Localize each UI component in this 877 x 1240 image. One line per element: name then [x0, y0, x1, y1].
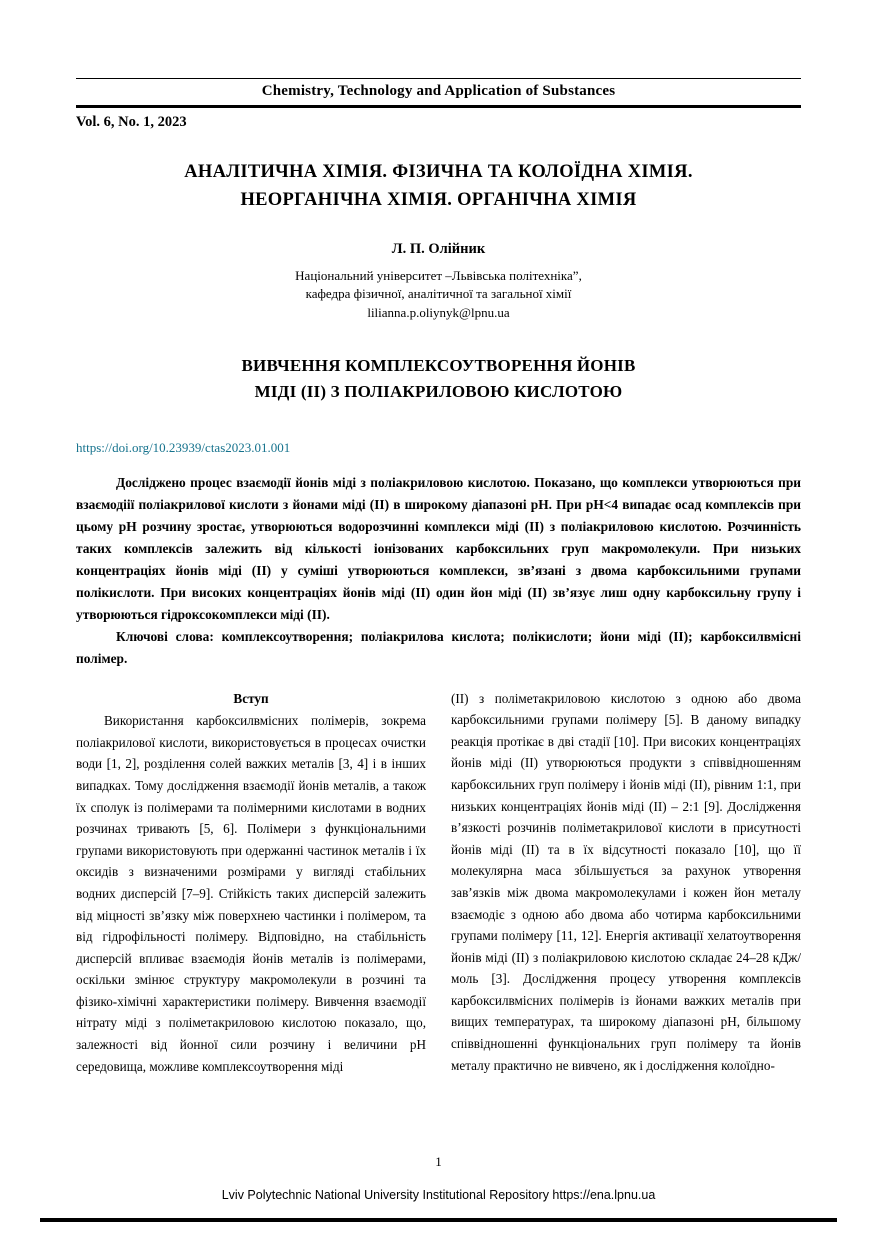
repository-footer: Lviv Polytechnic National University Institutional Repository https://ena.lpnu.ua [221, 1188, 656, 1202]
author-email: lilianna.p.oliynyk@lpnu.ua [367, 305, 510, 321]
footer-rule [40, 1218, 837, 1222]
page-number: 1 [435, 1154, 442, 1169]
volume-issue: Vol. 6, No. 1, 2023 [76, 114, 187, 130]
article-title [76, 353, 801, 406]
intro-heading: Вступ [233, 690, 269, 706]
journal-title: Chemistry, Technology and Application of Substances [261, 83, 616, 99]
doi-row [76, 406, 801, 457]
author-name: Л. П. Олійник [391, 240, 486, 257]
article-title-line1: ВИВЧЕННЯ КОМПЛЕКСОУТВОРЕННЯ ЙОНІВ [241, 356, 636, 376]
left-column [76, 688, 426, 1078]
body-columns [76, 688, 801, 1078]
section-title [76, 159, 801, 215]
doi-link[interactable]: https://doi.org/10.23939/ctas2023.01.001 [76, 439, 291, 455]
section-title-line2: НЕОРГАНІЧНА ХІМІЯ. ОРГАНІЧНА ХІМІЯ [240, 189, 637, 210]
abstract-text: Досліджено процес взаємодії йонів міді з поліакриловою кислотою. Показано, що комплекси утворюються при взаємодіії поліакрилової кислоти з йонами міді (ІІ) в широкому діапазоні рН. При рН<4 випадає осад комплексів при цьому рН розчину зростає, утворюються водорозчинні комплекси міді (ІІ) з поліакриловою кислотою. Розчинність таких комплексів залежить від кількості іонізованих карбоксильних груп макромолекули. При низьких концентраціях йонів міді (ІІ) у суміші утворюються комплекси, зв’язані з двома карбоксильними групами полікислоти. При високих концентраціях йонів міді (ІІ) один йон міді (ІІ) зв’язує лиш одну карбоксильну групу і утворюються гідроксокомплекси міді (ІІ). [76, 474, 801, 622]
right-column-paragraph: (ІІ) з поліметакриловою кислотою з одною або двома карбоксильними групами полімеру [5]. В даному випадку реакція протікає в дві стадії [10]. При високих концентраціях йонів міді (ІІ) утворюються продукти з співвідношенням карбоксильних груп полімеру і йонів міді (ІІ), рівним 1:1, при низьких концентраціях йонів міді (ІІ) – 2:1 [9]. Дослідження в’язкості розчинів поліметакрилової кислоти в присутності йонів міді (ІІ) та в їх відсутності показало [10], що її молекулярна маса збільшується за рахунок утворення зав’язків між двома макромолекулами і кожен йон металу взаємодіє з одною або двома або чотирма карбоксильними групами полімеру [11, 12]. Енергія активації хелатоутворення йонів міді (ІІ) з поліакриловою кислотою складає 24–28 кДж/моль [3]. Дослідження процесу утворення комплексів карбоксилвмісних полімерів із йонами важких металів при вищих температурах, та широкому діапазоні рН, більшому співвідношенні функціональних груп полімеру та йонів металу практично не вивчено, як і дослідження колоїдно- [451, 690, 801, 1073]
right-column [451, 688, 801, 1078]
affiliation-line2: кафедра фізичної, аналітичної та загальної хімії [305, 286, 572, 302]
journal-header [76, 78, 801, 131]
section-title-line1: АНАЛІТИЧНА ХІМІЯ. ФІЗИЧНА ТА КОЛОЇДНА ХІМІЯ. [184, 162, 693, 182]
affiliation-line1: Національний університет –Львівська політехніка”, [295, 267, 582, 283]
keywords-text: Ключові слова: комплексоутворення; поліакрилова кислота; полікислоти; йони міді (ІІ); карбоксилвмісні полімер. [76, 628, 801, 666]
article-title-line2: МІДІ (ІІ) З ПОЛІАКРИЛОВОЮ КИСЛОТОЮ [254, 382, 623, 402]
page-content [0, 78, 877, 1077]
left-column-paragraph: Використання карбоксилвмісних полімерів, зокрема поліакрилової кислоти, використовується в процесах очистки води [1, 2], розділення солей важких металів [3, 4] і в інших випадках. Тому дослідження взаємодії йонів металів, а також їх сполук із полімерами та полімерними кислотами в водних розчинах тривають [5, 6]. Полімери з функціональними групами використовують при одержанні частинок металів і їх оксидів з визначеними розмірами у вигляді стабільних водних дисперсій [7–9]. Стійкість таких дисперсій залежить від міцності зв’язку між поверхнею частинки і полімером, та від гідрофільності полімеру. Відповідно, на стабільність дисперсій впливає взаємодія йонів металів із полімерами, оскільки змінює структуру макромолекули в розчині та фізико-хімічні характеристики полімеру. Вивчення взаємодії нітрату міді з поліметакриловою кислотою показало, що, залежності від йонної сили розчину і величини рН середовища, можливе комплексоутворення міді [76, 713, 426, 1074]
affiliation [76, 267, 801, 305]
